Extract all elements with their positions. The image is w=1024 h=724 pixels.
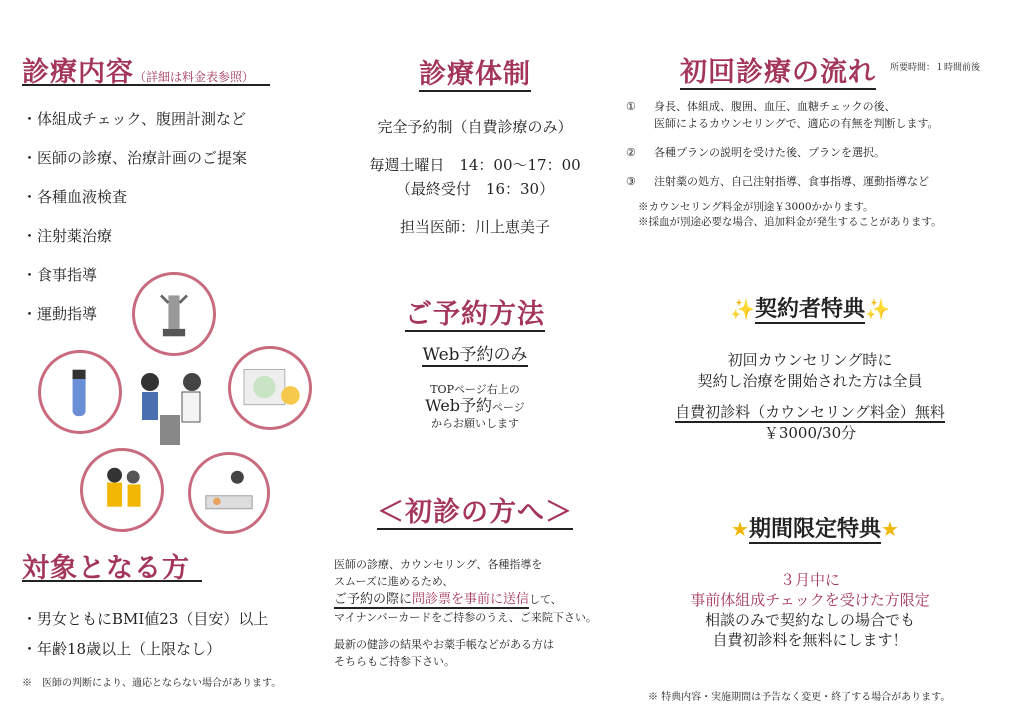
star-icon: ★ <box>881 517 899 541</box>
reserve-line: TOPページ右上の <box>430 383 520 396</box>
flow-note: ※カウンセリング料金が別途￥3000かかります。 <box>638 201 874 213</box>
section-title-system: 診療体制 <box>419 59 531 90</box>
limited-line: 自費初診料を無料にします！ <box>712 631 908 649</box>
doctor-consult-icon <box>120 360 220 460</box>
first-line: 最新の健診の結果やお薬手帳などがある方は <box>334 638 554 651</box>
section-title-limited: ★期間限定特典★ <box>731 516 899 542</box>
food-chart-icon <box>228 346 312 430</box>
list-item: ・医師の診療、治療計画のご提案 <box>22 149 248 167</box>
sparkle-icon: ✨ <box>730 297 755 321</box>
meal-guidance-icon <box>188 452 270 534</box>
list-item: ・注射薬治療 <box>22 227 113 245</box>
benefit-line: 契約し治療を開始された方は全員 <box>697 372 923 390</box>
system-line: 完全予約制（自費診療のみ） <box>377 118 573 136</box>
first-line: そちらもご持参下さい。 <box>334 655 455 668</box>
list-item: ・年齢18歳以上（上限なし） <box>22 640 222 658</box>
limited-text <box>640 570 980 650</box>
first-line: して、 <box>529 593 562 606</box>
list-item: ・男女ともにBMI値23（目安）以上 <box>22 610 269 628</box>
title-underline <box>22 84 270 86</box>
first-line: マイナンバーカードをご持参のうえ、ご来院下さい。 <box>334 611 597 624</box>
footer-note: ※ 特典内容・実施期間は予告なく変更・終了する場合があります。 <box>648 692 951 703</box>
section-title-first-visit: ＜初診の方へ＞ <box>377 497 573 528</box>
section-title-benefit: ✨契約者特典✨ <box>730 296 890 322</box>
first-line: ご予約の際に <box>334 592 413 607</box>
first-visit-text <box>334 556 644 670</box>
section-title-reserve: ご予約方法 <box>405 299 545 330</box>
system-line: 毎週土曜日 14：00～17：00 <box>369 156 581 174</box>
first-line: 医師の診療、カウンセリング、各種指導を <box>334 558 543 571</box>
reserve-web-only: Web予約のみ <box>422 345 528 365</box>
flow-time: 所要時間：１時間前後 <box>890 63 981 73</box>
star-icon: ★ <box>731 517 749 541</box>
list-item: ・食事指導 <box>22 266 98 284</box>
list-item: ・体組成チェック、腹囲計測など <box>22 110 246 128</box>
system-line: （最終受付 16：30） <box>395 180 555 198</box>
reserve-line: からお願いします <box>431 417 519 430</box>
flow-step: ③ 注射薬の処方、自己注射指導、食事指導、運動指導など <box>626 175 929 188</box>
doctor-name: 担当医師：川上恵美子 <box>399 218 550 236</box>
test-tube-icon <box>38 350 122 434</box>
title-underline <box>22 580 202 582</box>
benefit-highlight: 自費初診料（カウンセリング料金）無料 <box>675 403 945 421</box>
flow-step: ② 各種プランの説明を受けた後、プランを選択。 <box>626 146 885 159</box>
flow-step: ① 身長、体組成、腹囲、血圧、血糖チェックの後、 医師によるカウンセリングで、適応の有無を判断します。 <box>626 100 939 130</box>
title-note: （詳細は料金表参照） <box>134 70 255 84</box>
questionnaire-highlight: 問診票を事前に送信 <box>412 592 530 607</box>
first-line: スムーズに進めるため、 <box>334 575 454 588</box>
benefit-price: ￥3000/30分 <box>763 424 857 442</box>
section-title-services: 診療内容（詳細は料金表参照） <box>22 57 255 88</box>
benefit-line: 初回カウンセリング時に <box>727 351 893 369</box>
limited-line: 事前体組成チェックを受けた方限定 <box>690 591 930 609</box>
benefit-text <box>640 350 980 444</box>
exercise-icon <box>80 448 164 532</box>
reserve-instructions <box>365 382 585 432</box>
target-list <box>22 604 268 664</box>
scale-icon <box>132 272 216 356</box>
flow-steps <box>626 98 1016 230</box>
reserve-line: ページ <box>492 401 525 414</box>
flow-note: ※採血が別途必要な場合、追加料金が発生することがあります。 <box>638 216 942 228</box>
list-item: ・各種血液検査 <box>22 188 128 206</box>
target-note: ※ 医師の判断により、適応とならない場合があります。 <box>22 678 282 689</box>
limited-line: 相談のみで契約なしの場合でも <box>704 611 915 629</box>
system-info <box>315 115 635 239</box>
list-item: ・運動指導 <box>22 305 98 323</box>
sparkle-icon: ✨ <box>865 297 890 321</box>
web-reserve-link[interactable]: Web予約 <box>425 396 493 415</box>
limited-line: ３月中に <box>779 571 840 589</box>
section-title-flow: 初回診療の流れ <box>680 57 876 88</box>
section-title-target: 対象となる方 <box>22 553 190 584</box>
